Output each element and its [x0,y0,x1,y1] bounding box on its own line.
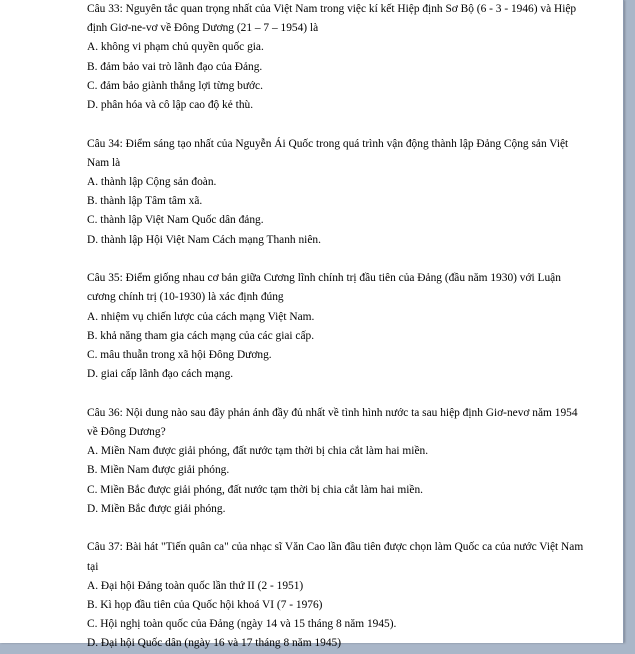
question-stem: Câu 35: Điểm giống nhau cơ bản giữa Cương lĩnh chính trị đầu tiên của Đảng (đầu năm 1930) với Luận cương chính trị (10-1930) là xác định đúng [87,272,561,304]
question-stem: Câu 33: Nguyên tắc quan trọng nhất của Việt Nam trong việc kí kết Hiệp định Sơ Bộ (6 - 3 - 1946) và Hiệp định Giơ-ne-vơ về Đông Dương (21 – 7 – 1954) là [87,3,577,35]
answer-option-a: A. Đại hội Đảng toàn quốc lần thứ II (2 - 1951) [87,579,304,592]
question-36 [87,404,587,519]
question-37 [87,538,587,653]
answer-option-b: B. Miền Nam được giải phóng. [87,464,230,477]
question-stem: Câu 34: Điểm sáng tạo nhất của Nguyễn Ái Quốc trong quá trình vận động thành lập Đảng Cộng sản Việt Nam là [87,137,569,169]
answer-option-b: B. khả năng tham gia cách mạng của các giai cấp. [87,329,315,342]
answer-option-c: C. thành lập Việt Nam Quốc dân đảng. [87,214,264,227]
answer-option-c: C. Hội nghị toàn quốc của Đảng (ngày 14 và 15 tháng 8 năm 1945). [87,618,397,631]
answer-option-a: A. Miền Nam được giải phóng, đất nước tạm thời bị chia cắt làm hai miền. [87,445,429,458]
question-stem: Câu 36: Nội dung nào sau đây phản ánh đầy đủ nhất về tình hình nước ta sau hiệp định Giơ-nevơ năm 1954 về Đông Dương? [87,406,578,439]
answer-option-a: A. nhiệm vụ chiến lược của cách mạng Việt Nam. [87,310,315,323]
question-stem: Câu 37: Bài hát "Tiến quân ca" của nhạc sĩ Văn Cao lần đầu tiên được chọn làm Quốc ca của nước Việt Nam tại [87,541,584,573]
answer-option-d: D. giai cấp lãnh đạo cách mạng. [87,368,234,381]
question-33 [87,0,587,115]
answer-option-b: B. thành lập Tâm tâm xã. [87,195,203,208]
answer-option-d: D. thành lập Hội Việt Nam Cách mạng Thanh niên. [87,233,321,246]
document-body [87,0,587,654]
answer-option-d: D. phân hóa và cô lập cao độ kẻ thù. [87,99,254,112]
answer-option-c: C. mâu thuẫn trong xã hội Đông Dương. [87,349,272,362]
answer-option-d: D. Đại hội Quốc dân (ngày 16 và 17 tháng 8 năm 1945) [87,637,342,650]
question-35 [87,269,587,384]
answer-option-c: C. Miền Bắc được giải phóng, đất nước tạm thời bị chia cắt làm hai miền. [87,483,423,496]
answer-option-a: A. không vi phạm chủ quyền quốc gia. [87,41,264,54]
question-34 [87,135,587,250]
answer-option-a: A. thành lập Cộng sản đoàn. [87,176,217,189]
answer-option-d: D. Miền Bắc được giải phóng. [87,502,226,515]
answer-option-b: B. đảm bảo vai trò lãnh đạo của Đảng. [87,60,263,73]
answer-option-b: B. Kì họp đầu tiên của Quốc hội khoá VI (7 - 1976) [87,599,323,612]
answer-option-c: C. đảm bảo giành thắng lợi từng bước. [87,79,263,92]
